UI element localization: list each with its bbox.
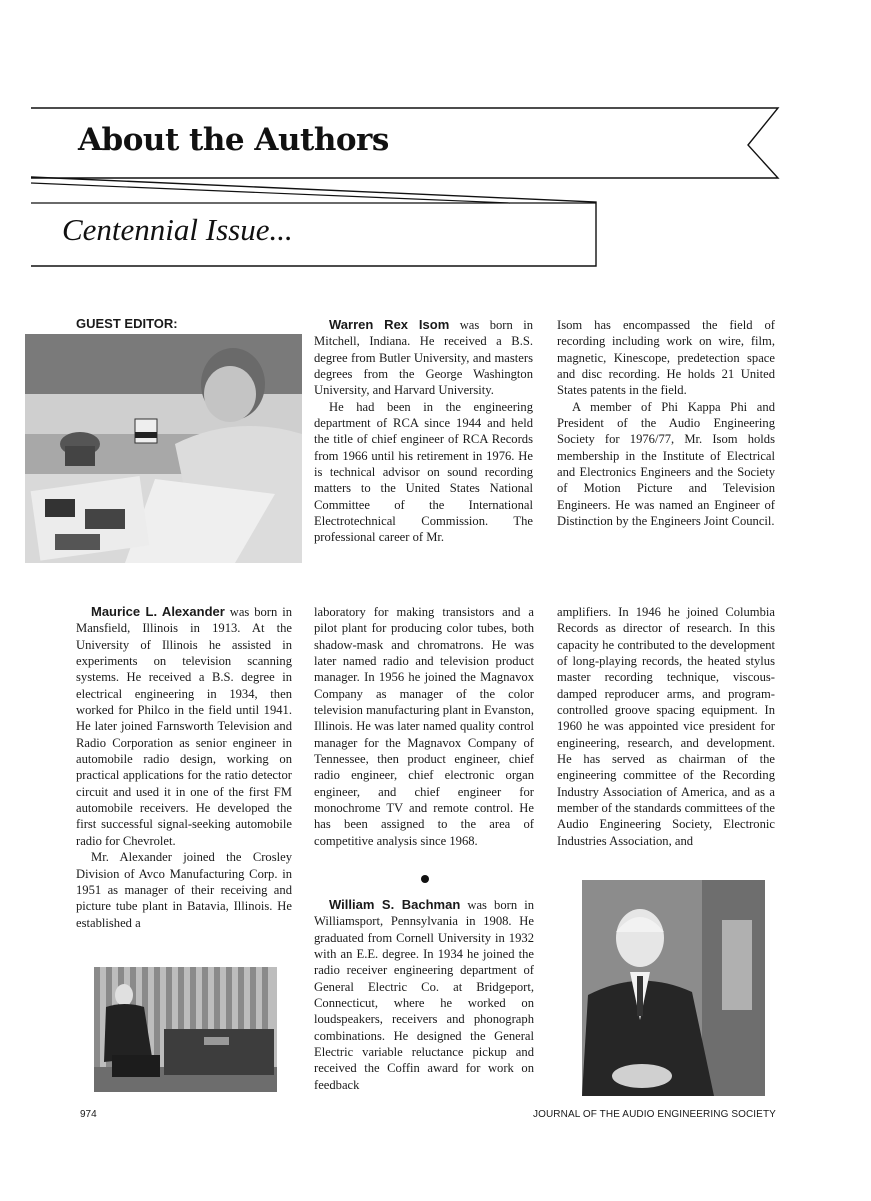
page-title: About the Authors: [78, 122, 389, 158]
isom-photo: [25, 334, 302, 563]
bio-text: Mr. Alexander joined the Crosley Division of Avco Manufacturing Corp. in 1951 as manager of their receiving and picture tube plant in Batavia, Illinois. He established a: [76, 850, 292, 930]
alexander-photo: [94, 967, 277, 1092]
isom-bio-col2: [557, 317, 775, 529]
author-name: Maurice L. Alexander: [91, 604, 225, 619]
bachman-bio-col2: [557, 604, 775, 849]
bio-text: He had been in the engineering department of RCA since 1944 and held the title of chief engineer of RCA Records from 1966 until his retirement in 1976. He is technical advisor on sound recording matters to the United States National Committee of the International Electrotechnical Commission. The professional career of Mr.: [314, 399, 533, 545]
author-name: William S. Bachman: [329, 897, 461, 912]
isom-bio-col1: [314, 317, 533, 546]
guest-editor-label: GUEST EDITOR:: [76, 316, 178, 331]
bachman-bio-col1: [314, 897, 534, 1093]
bachman-photo: [582, 880, 765, 1096]
bio-text: was born in Mitchell, Indiana. He received a B.S. degree from Butler University, and masters degrees from the George Washington University, and Harvard University.: [314, 318, 533, 398]
bio-text: was born in Mansfield, Illinois in 1913. At the University of Illinois he assisted in experiments on television scanning systems. He received a B.S. degree in electrical engineering in 1934, then worked for Philco in the field until 1941. He later joined Farnsworth Television and Radio Corporation as senior engineer in automobile radio design, working on practical applications for the ratio detector circuit and used it in one of the first FM automobile receivers. He developed the first successful signal-seeking automobile radio for Chevrolet.: [76, 605, 292, 848]
journal-name: JOURNAL OF THE AUDIO ENGINEERING SOCIETY: [533, 1109, 776, 1120]
alexander-bio-col1: [76, 604, 292, 931]
section-separator-bullet: [421, 875, 429, 883]
page-subtitle: Centennial Issue...: [62, 212, 293, 247]
page-number: 974: [80, 1109, 97, 1120]
bio-text: amplifiers. In 1946 he joined Columbia Records as director of research. In this capacity he contributed to the development of long-playing records, the heated stylus master recording technique, viscous-damped reproducer arms, and program-controlled groove spacing equipment. In 1960 he was appointed vice president for engineering, research, and development. He has served as chairman of the engineering committee of the Recording Industry Association of America, and as a member of the standards committees of the Audio Engineering Society, Electronic Industries Association, and: [557, 605, 775, 848]
bio-text: laboratory for making transistors and a pilot plant for producing color tubes, both shadow-mask and chromatrons. He was later named radio and television product manager. In 1956 he joined the Magnavox Company as manager of the color television manufacturing plant in Evanston, Illinois. He was later named quality control manager for the Magnavox Company of Tennessee, then product engineer, chief radio engineer, chief electronic organ engineer, and chief engineer for monochrome TV and remote control. He has been assigned to the area of competitive analysis since 1968.: [314, 605, 534, 848]
bio-text: was born in Williamsport, Pennsylvania in 1908. He graduated from Cornell University in 1932 with an E.E. degree. In 1934 he joined the radio receiver engineering department of General Electric Co. at Bridgeport, Connecticut, where he worked on loudspeakers, receivers and phonograph combinations. He designed the General Electric variable reluctance pickup and received the Coffin award for work on feedback: [314, 898, 535, 1092]
bio-text: A member of Phi Kappa Phi and President of the Audio Engineering Society for 1976/77, Mr. Isom holds membership in the Institute of Electrical and Electronics Engineers and the Society of Motion Picture and Television Engineers. He was named an Engineer of Distinction by the Engineers Joint Council.: [557, 399, 775, 529]
alexander-bio-col2: [314, 604, 534, 849]
bio-text: Isom has encompassed the field of recording including work on wire, film, magnetic, Kinescope, predetection space and disc recording. He holds 21 United States patents in the field.: [557, 318, 775, 398]
author-name: Warren Rex Isom: [329, 317, 450, 332]
